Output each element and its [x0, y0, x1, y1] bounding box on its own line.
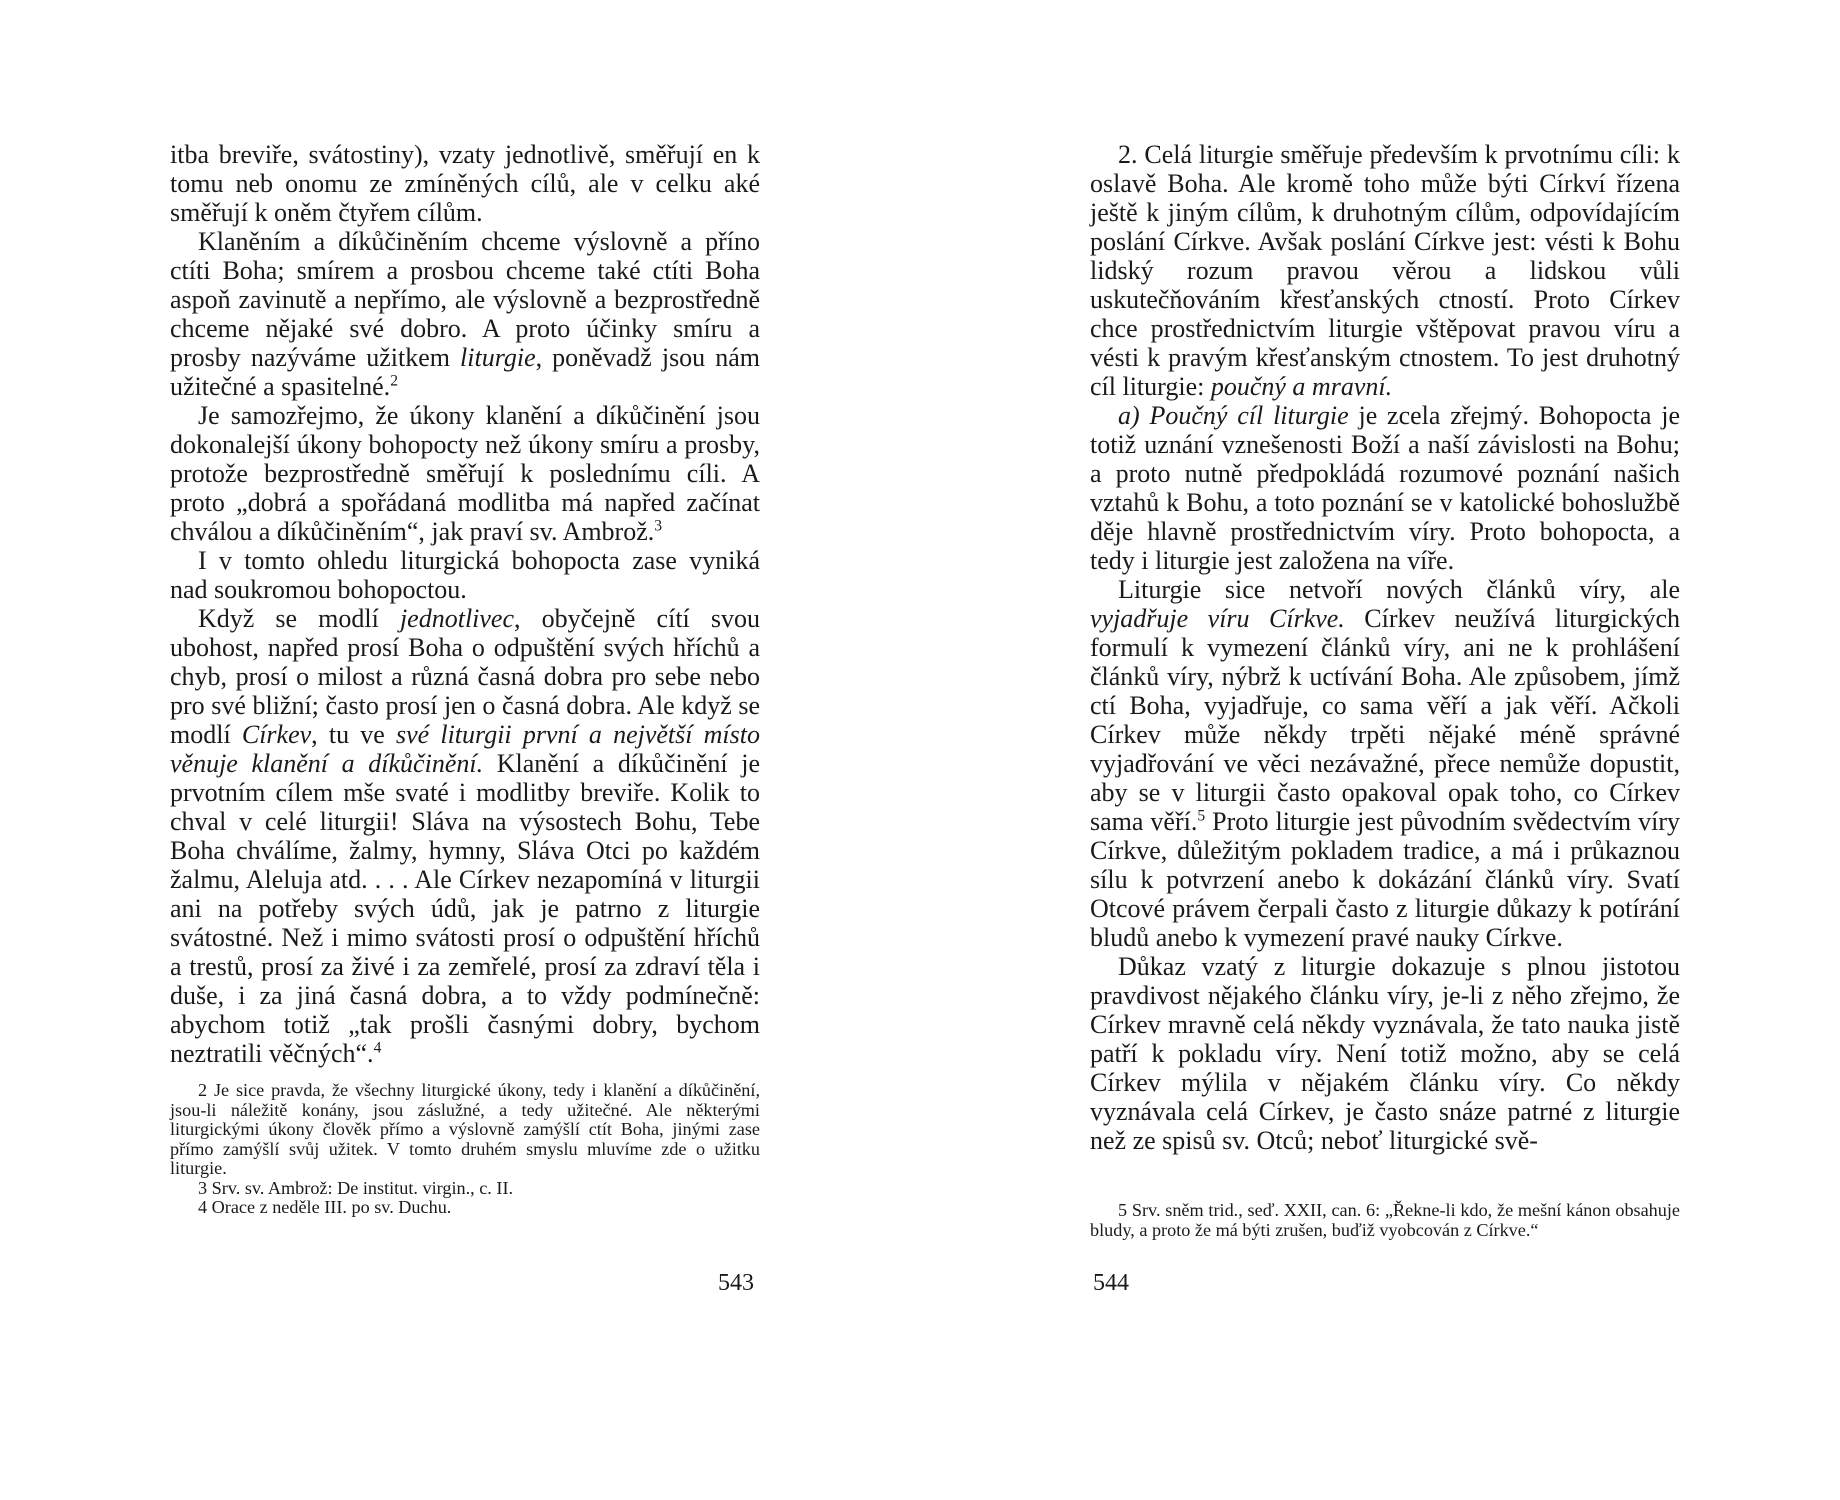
paragraph: Liturgie sice netvoří nových článků víry, ale vyjadřuje víru Církve. Církev neužívá liturgických formulí k vymezení článků víry, ani ne k prohlášení článků víry, nýbrž k uctívání Boha. Ale způsobem, jímž ctí Boha, vyjadřuje, co sama věří a jak věří. Ačkoli Církev může někdy trpěti nějaké méně správné vyjadřování ve věci nezávažné, přece nemůže dopustit, aby se v liturgii často opakoval opak toho, co Církev sama věří.$^5$ Proto liturgie jest původním svědectvím víry Církve, důležitým pokladem tradice, a má i průkaznou sílu k potvrzení anebo k dokázání článků víry. Svatí Otcové právem čerpali často z liturgie důkazy k potírání bludů anebo k vymezení pravé nauky Církve. — [1090, 575, 1681, 952]
page-number-right: 544 — [1093, 1270, 1129, 1296]
paragraph: Je samozřejmo, že úkony klanění a díkůčinění jsou dokonalejší úkony bohopocty než úkony smíru a prosby, protože bezprostředně směřují k poslednímu cíli. A proto „dobrá a spořádaná modlitba má napřed začínat chválou a díkůčiněním“, jak praví sv. Ambrož.$^3$ — [170, 401, 760, 546]
left-body-text — [170, 140, 760, 1068]
left-page — [170, 140, 760, 1218]
paragraph: Když se modlí jednotlivec, obyčejně cítí svou ubohost, napřed prosí Boha o odpuštění svých hříchů a chyb, prosí o milost a různá časná dobra pro sebe nebo pro své bližní; často prosí jen o časná dobra. Ale když se modlí Církev, tu ve své liturgii první a největší místo věnuje klanění a díkůčinění. Klanění a díkůčinění je prvotním cílem mše svaté i modlitby breviře. Kolik to chval v celé liturgii! Sláva na výsostech Bohu, Tebe Boha chválíme, žalmy, hymny, Sláva Otci po každém žalmu, Aleluja atd. . . . Ale Církev nezapomíná v liturgii ani na potřeby svých údů, jak je patrno z liturgie svátostné. Než i mimo svátosti prosí o odpuštění hříchů a trestů, prosí za živé i za zemřelé, prosí za zdraví těla i duše, i za jiná časná dobra, a to vždy podmínečně: abychom totiž „tak prošli časnými dobry, bychom neztratili věčných“.$^4$ — [170, 604, 760, 1068]
paragraph: a) Poučný cíl liturgie je zcela zřejmý. Bohopocta je totiž uznání vznešenosti Boží a naší závislosti na Bohu; a proto nutně předpokládá rozumové poznání našich vztahů k Bohu, a toto poznání se v katolické bohoslužbě děje hlavně prostřednictvím víry. Proto bohopocta, a tedy i liturgie jest založena na víře. — [1090, 401, 1680, 575]
paragraph: itba breviře, svátostiny), vzaty jednotlivě, směřují en k tomu neb onomu ze zmíněných cílů, ale v celku aké směřují k oněm čtyřem cílům. — [170, 140, 760, 227]
right-footnotes — [1090, 1201, 1680, 1240]
right-page — [1090, 140, 1680, 1240]
footnote: 5 Srv. sněm trid., seď. XXII, can. 6: „Řekne-li kdo, že mešní kánon obsahuje bludy, a proto že má býti zrušen, buďiž vyobcován z Církve.“ — [1090, 1200, 1680, 1240]
footnote-ref: 5 — [1197, 807, 1206, 825]
footnote-ref: 4 — [373, 1039, 382, 1057]
paragraph: I v tomto ohledu liturgická bohopocta zase vyniká nad soukromou bohopoctou. — [170, 546, 760, 604]
footnote: 2 Je sice pravda, že všechny liturgické úkony, tedy i klanění a díkůčinění, jsou-li náležitě konány, jsou záslužné, a tedy užitečné. Ale některými liturgickými úkony člověk přímo a výslovně zamýšlí ctít Boha, jinými zase přímo zamýšlí svůj užitek. V tomto druhém smyslu mluvíme zde o užitku liturgie. — [170, 1080, 760, 1178]
footnote: 4 Orace z neděle III. po sv. Duchu. — [198, 1197, 452, 1217]
page-number-left: 543 — [718, 1270, 754, 1296]
paragraph: 2. Celá liturgie směřuje především k prvotnímu cíli: k oslavě Boha. Ale kromě toho může býti Církví řízena ještě k jiným cílům, k druhotným cílům, odpovídajícím poslání Církve. Avšak poslání Církve jest: vésti k Bohu lidský rozum pravou věrou a lidskou vůli uskutečňováním křesťanských ctností. Proto Církev chce prostřednictvím liturgie vštěpovat pravou víru a vésti k pravým křesťanským ctnostem. To jest druhotný cíl liturgie: poučný a mravní. — [1090, 140, 1680, 401]
footnote: 3 Srv. sv. Ambrož: De institut. virgin., c. II. — [198, 1177, 514, 1198]
footnote-ref: 3 — [654, 517, 663, 535]
left-footnotes — [170, 1081, 760, 1218]
paragraph: Důkaz vzatý z liturgie dokazuje s plnou jistotou pravdivost nějakého článku víry, je-li z něho zřejmo, že Církev mravně celá někdy vyznávala, že tato nauka jistě patří k pokladu víry. Není totiž možno, aby se celá Církev mýlila v nějakém článku víry. Co někdy vyznávala celá Církev, je často snáze patrné z liturgie než ze spisů sv. Otců; neboť liturgické svě- — [1090, 952, 1680, 1155]
footnote-ref: 2 — [390, 372, 398, 390]
right-body-text — [1090, 140, 1680, 1155]
paragraph: Klaněním a díkůčiněním chceme výslovně a příno ctíti Boha; smírem a prosbou chceme také ctíti Boha aspoň zavinutě a nepřímo, ale výslovně a bezprostředně chceme nějaké své dobro. A proto účinky smíru a prosby nazýváme užitkem liturgie, poněvadž jsou nám užitečné a spasitelné.$^2$ — [170, 227, 760, 401]
